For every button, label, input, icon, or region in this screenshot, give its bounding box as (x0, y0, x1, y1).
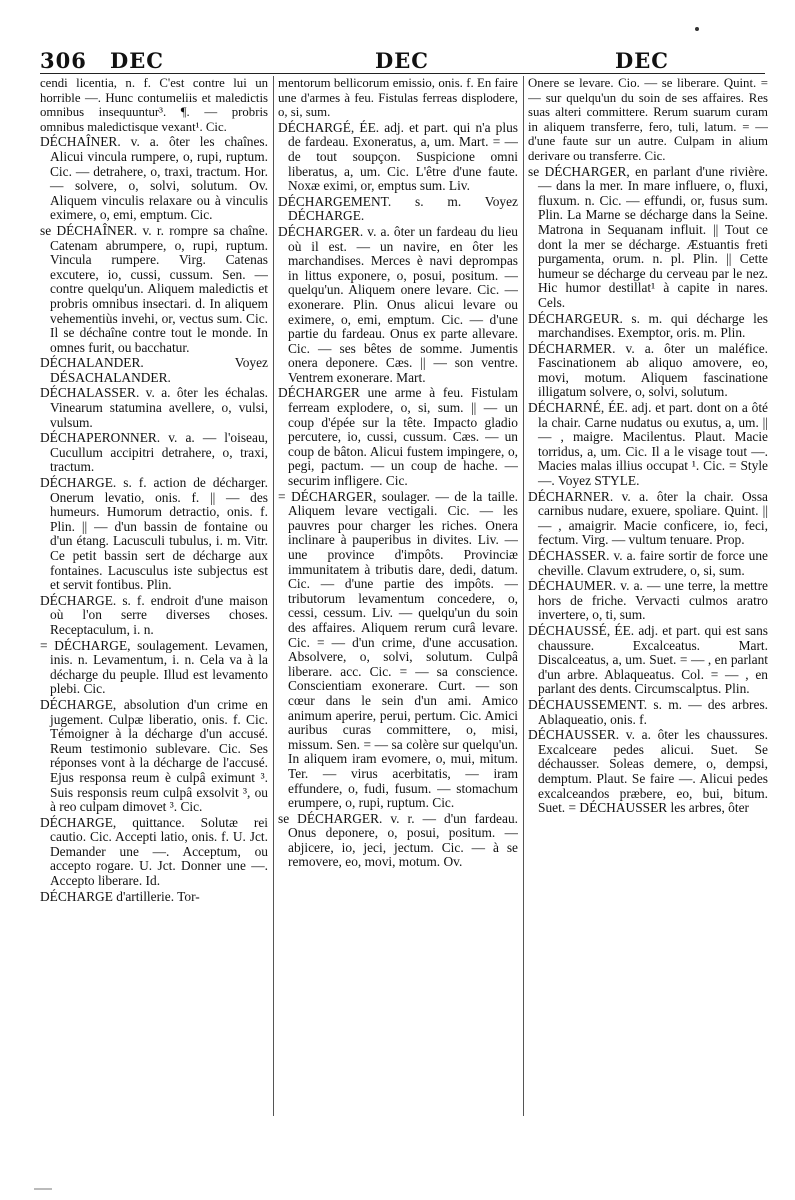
dictionary-entry: DÉCHAUSSER. v. a. ôter les chaussures. Excalceare pedes alicui. Suet. Se déchausser. Soleas demere, o, dempsi, demptum. Plaut. Se faire —. Alicui pedes excalceandos præbere, eo, bui, bitum. Suet. = DÉCHAUSSER les arbres, ôter (528, 727, 768, 816)
dictionary-entry: DÉCHALASSER. v. a. ôter les échalas. Vinearum statumina avellere, o, vulsi, vulsum. (40, 385, 268, 430)
running-head-middle: DEC (375, 48, 429, 73)
dictionary-entry: DÉCHARGE. s. f. endroit d'une maison où l'on serre diverses choses. Receptaculum, i. n. (40, 592, 268, 637)
column-divider (523, 76, 524, 1116)
dictionary-entry: DÉCHARGEMENT. s. m. Voyez DÉCHARGE. (278, 193, 518, 224)
dictionary-entry: DÉCHARGE, absolution d'un crime en jugement. Culpæ liberatio, onis. f. Cic. Témoigner à la décharge d'un accusé. Reum testimonio sublevare. Cic. Ses réponses vont à la décharge de l'accusé. Ejus responsa reum è culpâ eximunt ³. Suis responsis reum culpâ exsolvit ³, ou à reo culpam dimovet ³. Cic. (40, 696, 268, 815)
dictionary-entry: se DÉCHAÎNER. v. r. rompre sa chaîne. Catenam abrumpere, o, rupi, ruptum. Vincula rumpere. Virg. Catenas excutere, io, cussi, cussum. Sen. — contre quelqu'un. Aliquem maledictis et probris omnibus insectari. d. In aliquem vehementiùs invehi, or, vectus sum. Cic. Il se déchaîne contre tout le monde. In omnes furit, ou bacchatur. (40, 222, 268, 355)
dictionary-entry: DÉCHARGEUR. s. m. qui décharge les marchandises. Exemptor, oris. m. Plin. (528, 310, 768, 341)
dictionary-entry: se DÉCHARGER. v. r. — d'un fardeau. Onus deponere, o, posui, positum. — abjicere, io, jeci, jectum. Cic. — à se removere, eo, movi, motum. Ov. (278, 810, 518, 870)
dictionary-entry: DÉCHAPERONNER. v. a. — l'oiseau, Cucullum accipitri detrahere, o, traxi, tractum. (40, 430, 268, 475)
column-left (40, 76, 268, 1116)
dictionary-entry: = DÉCHARGE, soulagement. Levamen, inis. n. Levamentum, i. n. Cela va à la décharge du peuple. Illud est levamento plebi. Cic. (40, 637, 268, 697)
page-number: 306 (40, 48, 87, 73)
running-head-left: DEC (110, 48, 164, 73)
column-right (528, 76, 768, 1116)
dictionary-entry: DÉCHARGER. v. a. ôter un fardeau du lieu où il est. — un navire, en ôter les marchandises. Merces è navi deprompas in littus exponere, o, posui, positum. — quelqu'un. Aliquem onere levare. Cic. — exonerare. Plin. Onus alicui levare ou eximere, o, emi, emptum. Cic. — d'une partie du fardeau. Onus ex parte allevare. Cic. — ses bêtes de somme. Jumentis onera deponere. Cæs. || — son ventre. Ventrem exonerare. Mart. (278, 223, 518, 385)
dictionary-entry: DÉCHAUSSEMENT. s. m. — des arbres. Ablaqueatio, onis. f. (528, 696, 768, 727)
dictionary-entry: Onere se levare. Cio. — se liberare. Quint. = — sur quelqu'un du soin de ses affaires. Res suas alteri committere. Rerum suarum curam in aliquem transferre, fero, tuli, latum. = — d'une faute sur un autre. Culpam in alium derivare ou transferre. Cic. (528, 76, 768, 163)
dictionary-entry: DÉCHARGE d'artillerie. Tor- (40, 888, 200, 904)
dictionary-entry: DÉCHARGE. s. f. action de décharger. Onerum levatio, onis. f. || — des humeurs. Humorum detractio, onis. f. Plin. || — d'un bassin de fontaine ou d'un étang. Lacusculi tubulus, i. m. Vitr. Ce petit bassin sert de décharge aux fontaines. Lacusculus iste subjectus est et servit fontibus. Plin. (40, 475, 268, 593)
dictionary-entry: DÉCHARNÉ, ÉE. adj. et part. dont on a ôté la chair. Carne nudatus ou exutus, a, um. || — , maigre. Macilentus. Plaut. Macie torridus, a, um. Cic. Il a le visage tout —. Macies malas illius occupat ¹. Cic. = Style —. Voyez STYLE. (528, 400, 768, 489)
page-corner-mark (34, 1188, 52, 1190)
dictionary-entry: DÉCHARGER une arme à feu. Fistulam ferream explodere, o, si, sum. || — un coup d'épée sur la tête. Impacto gladio percutere, io, cussi, cussum. Cæs. — un coup de bâton. Alicui fustem impingere, o, pegi, pactum. — un coup de hache. — securim infligere. Cic. (278, 385, 518, 489)
column-middle (278, 76, 518, 1116)
dictionary-entry: se DÉCHARGER, en parlant d'une rivière. — dans la mer. In mare influere, o, fluxi, fluxum. n. Cic. — effundi, or, fusus sum. Plin. La Marne se décharge dans la Seine. Matrona in Sequanam influit. || Tout ce dont la mer se décharge. Æstuantis freti purgamenta, orum. n. pl. Plin. || Cette humeur se décharge du cerveau par le nez. Hic humor destillat¹ à capite in nares. Cels. (528, 163, 768, 310)
dictionary-entry: DÉCHAUMER. v. a. — une terre, la mettre hors de friche. Vervacti culmos aratro invertere, o, ti, sum. (528, 578, 768, 623)
dictionary-entry: = DÉCHARGER, soulager. — de la taille. Aliquem levare vectigali. Cic. — les pauvres pour charger les riches. Onera inclinare à pauperibus in divites. Liv. — une province d'impôts. Provinciæ immunitatem à tributis dare, dedi, datum. Cic. — d'une partie des impôts. — tributorum levamentum concedere, o, cessi, cessum. Liv. — quelqu'un du soin des affaires. Aliquem rerum curâ levare. Cic. = — d'un crime, d'une accusation. Absolvere, o, solvi, solutum. Culpâ liberare. acc. Cic. = — sa conscience. Conscientiam exonerare. Curt. — son cœur dans le sein d'un ami. Amico animum aperire, perui, pertum. Cic. Amici auribus curas committere, o, misi, missum. Sen. = — sa colère sur quelqu'un. In aliquem iram evomere, o, mui, mitum. Ter. — virus acerbitatis, — iram effundere, o, fudi, fusum. — stomachum erumpere, o, rupi, ruptum. Cic. (278, 488, 518, 811)
dictionary-entry: DÉCHARGÉ, ÉE. adj. et part. qui n'a plus de fardeau. Exoneratus, a, um. Mart. = — de tout soupçon. Suspicione omni liberatus, a, um. Cic. L'être d'une faute. Noxæ eximi, or, emptus sum. Liv. (278, 119, 518, 194)
dictionary-entry: DÉCHAUSSÉ, ÉE. adj. et part. qui est sans chaussure. Excalceatus. Mart. Discalceatus, a, um. Suet. = — , en parlant d'un arbre. Ablaqueatus. Col. = — , en parlant des dents. Circumscalptus. Plin. (528, 622, 768, 697)
dictionary-entry: DÉCHARNER. v. a. ôter la chair. Ossa carnibus nudare, exuere, spoliare. Quint. || — , amaigrir. Macie conficere, io, feci, fectum. Virg. — vultum tenuare. Prop. (528, 488, 768, 548)
column-divider (273, 76, 274, 1116)
dictionary-entry: DÉCHARGE, quittance. Solutæ rei cautio. Cic. Accepti latio, onis. f. U. Jct. Demander une —. Acceptum, ou accepto rogare. U. Jct. Donner une —. Accepto liberare. Id. (40, 814, 268, 889)
dictionary-entry: mentorum bellicorum emissio, onis. f. En faire une d'armes à feu. Fistulas ferreas displodere, o, si, sum. (278, 76, 518, 120)
header-rule (40, 73, 765, 74)
dictionary-entry: DÉCHALANDER. Voyez DÉSACHALANDER. (40, 355, 268, 385)
running-head-right: DEC (615, 48, 669, 73)
dictionary-entry: DÉCHARMER. v. a. ôter un maléfice. Fascinationem ab aliquo amovere, eo, movi, motum. Aliquem fascinatione illigatum solvere, o, solvi, solutum. (528, 340, 768, 400)
dictionary-entry: DÉCHASSER. v. a. faire sortir de force une cheville. Clavum extrudere, o, si, sum. (528, 548, 768, 578)
dictionary-entry: cendi licentia, n. f. C'est contre lui un horrible —. Hunc contumeliis et maledictis omnibus insequuntur³. ¶. — probris omnibus maledictisque vexant¹. Cic. (40, 76, 268, 134)
page-mark (695, 27, 699, 31)
dictionary-entry: DÉCHAÎNER. v. a. ôter les chaînes. Alicui vincula rumpere, o, rupi, ruptum. Cic. — detrahere, o, traxi, tractum. Hor. — solvere, o, solvi, solutum. Ov. Aliquem vinculis relaxare ou à vinculis eximere, o, emi, emptum. Cic. (40, 134, 268, 223)
